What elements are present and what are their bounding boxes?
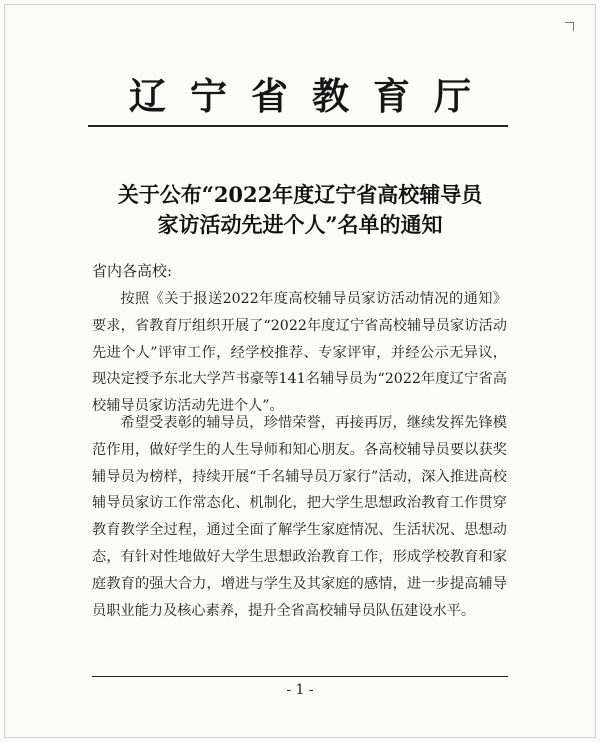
body-paragraph-2: 希望受表彰的辅导员，珍惜荣誉，再接再厉，继续发挥先锋模范作用，做好学生的人生导师和知心朋友。各高校辅导员要以获奖辅导员为榜样，持续开展“千名辅导员万家行”活动，深入推进高校辅导员家访工作常态化、机制化，把大学生思想政治教育工作贯穿教育教学全过程，通过全面了解学生家庭情况、生活状况、思想动态，有针对性地做好大学生思想政治教育工作，形成学校教育和家庭教育的强大合力，增进与学生及其家庭的感情，进一步提高辅导员职业能力及核心素养，提升全省高校辅导员队伍建设水平。 [92, 415, 507, 619]
document-title [0, 180, 600, 240]
document-title-line-2: 家访活动先进个人”名单的通知 [157, 212, 443, 237]
corner-mark [565, 22, 574, 31]
body-paragraph-1: 按照《关于报送2022年度高校辅导员家访活动情况的通知》要求，省教育厅组织开展了“2022年度辽宁省高校辅导员家访活动先进个人”评审工作，经学校推荐、专家评审，并经公示无异议，现决定授予东北大学芦书豪等141名辅导员为“2022年度辽宁省高校辅导员家访活动先进个人”。 [92, 291, 507, 415]
footer-divider [92, 676, 508, 677]
document-title-line-1: 关于公布“2022年度辽宁省高校辅导员 [117, 182, 483, 207]
page-number: - 1 - [286, 682, 314, 698]
salutation: 省内各高校: [92, 262, 173, 280]
header-divider [88, 125, 508, 127]
issuing-authority-header: 辽宁省教育厅 [129, 74, 495, 118]
